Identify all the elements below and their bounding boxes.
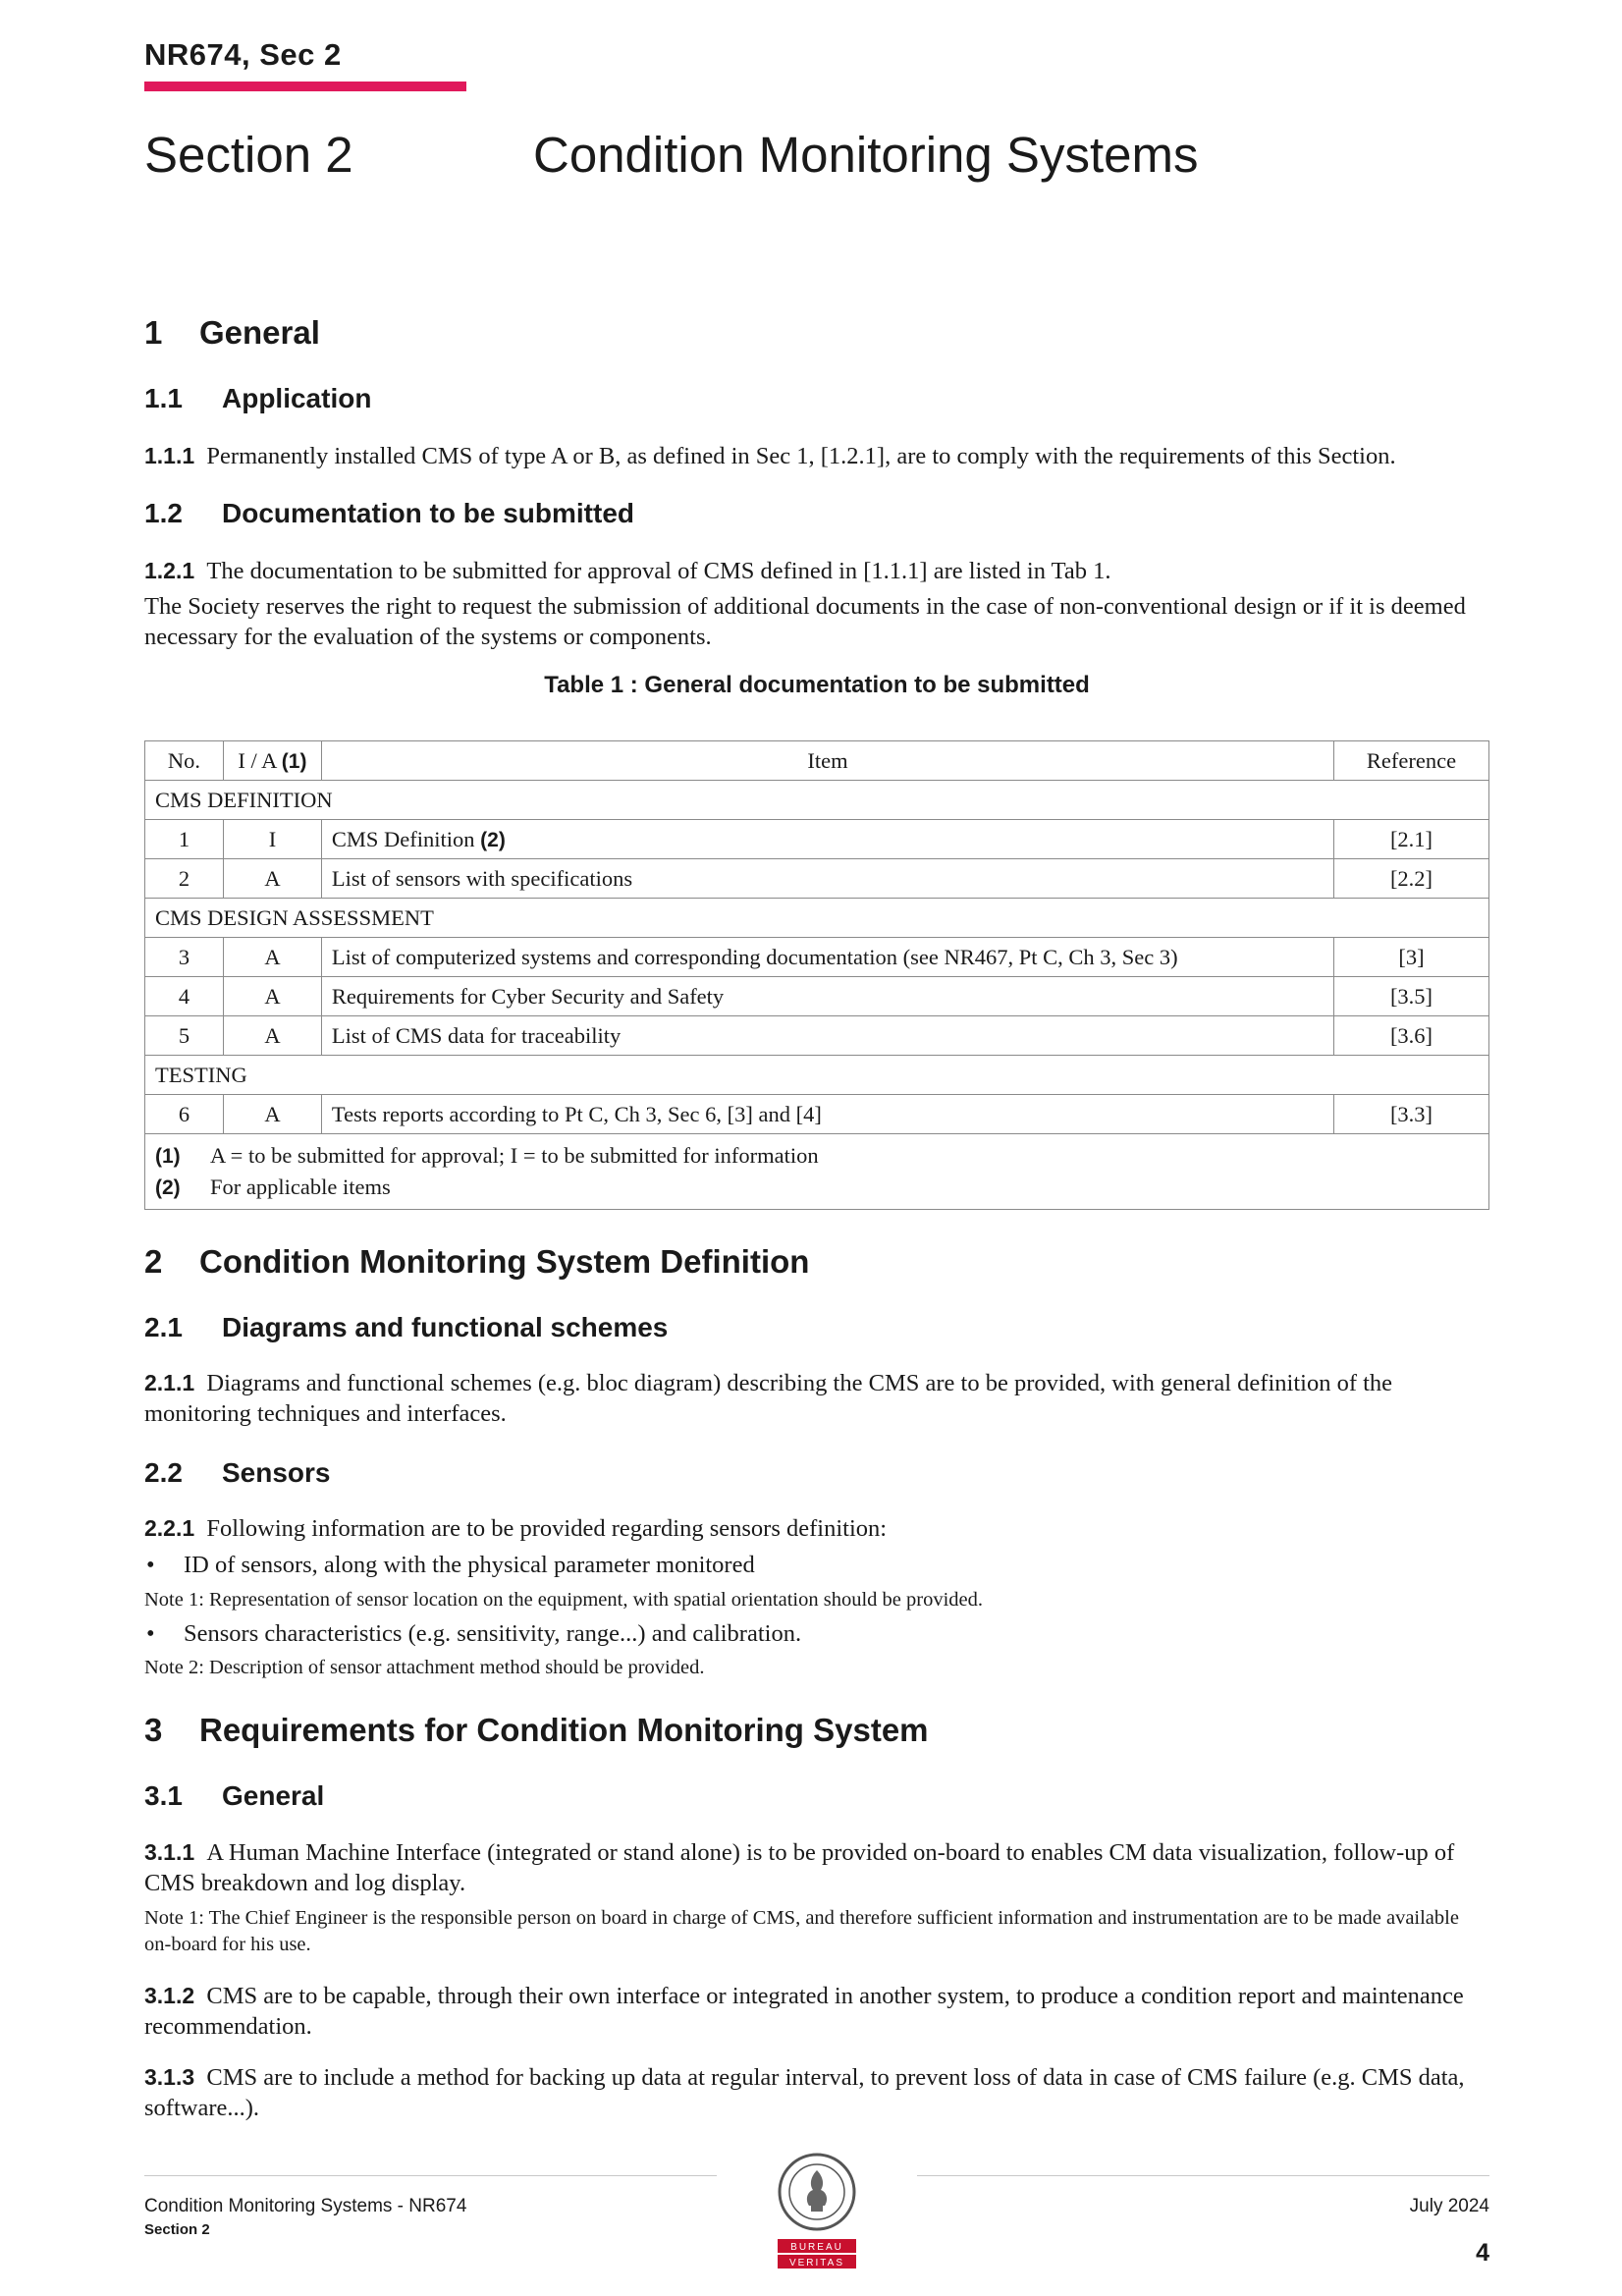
note: Note 1: The Chief Engineer is the responsible person on board in charge of CMS, and therefore sufficient information and instrumentation are to be made available on-board for his use. bbox=[144, 1907, 1459, 1955]
cell-ia: A bbox=[223, 859, 321, 899]
cell-reference: [3.3] bbox=[1334, 1095, 1489, 1134]
cell-item: List of computerized systems and corresponding documentation (see NR467, Pt C, Ch 3, Sec 3) bbox=[321, 938, 1333, 977]
cell-reference: [2.1] bbox=[1334, 820, 1489, 859]
paragraph-number: 1.2.1 bbox=[144, 558, 195, 583]
header-ia-footnote-ref: (1) bbox=[281, 749, 307, 773]
bullet-icon: • bbox=[146, 1552, 155, 1578]
header-ia bbox=[223, 741, 321, 781]
paragraph-number: 3.1.2 bbox=[144, 1983, 195, 2008]
heading-1-2 bbox=[144, 498, 634, 529]
paragraph-text: A Human Machine Interface (integrated or stand alone) is to be provided on-board to enables CM data visualization, follow-up of CMS breakdown and log display. bbox=[144, 1839, 1455, 1896]
table-caption: Table 1 : General documentation to be submitted bbox=[544, 672, 1090, 698]
table-row bbox=[145, 820, 1489, 859]
section-title: Condition Monitoring Systems bbox=[533, 127, 1199, 183]
header-accent-bar bbox=[144, 82, 466, 91]
header-ia-label: I / A bbox=[238, 747, 277, 773]
heading-title: Application bbox=[222, 383, 372, 413]
table-footnotes bbox=[145, 1134, 1489, 1210]
paragraph-3-1-2 bbox=[144, 1981, 1489, 2042]
footer-section: Section 2 bbox=[144, 2221, 210, 2238]
paragraph-text: CMS are to be capable, through their own interface or integrated in another system, to produce a condition report and maintenance recommendation. bbox=[144, 1983, 1464, 2040]
footer-divider bbox=[144, 2175, 717, 2176]
paragraph-1-2-1-continued: The Society reserves the right to request the submission of additional documents in the case of non-conventional design or if it is deemed necessary for the evaluation of the systems or components. bbox=[144, 593, 1466, 650]
cell-ia: A bbox=[223, 1095, 321, 1134]
cell-reference: [2.2] bbox=[1334, 859, 1489, 899]
cell-no: 4 bbox=[145, 977, 224, 1016]
footer-date: July 2024 bbox=[1409, 2196, 1489, 2216]
paragraph-1-1-1 bbox=[144, 441, 1489, 471]
paragraph-3-1-1 bbox=[144, 1837, 1489, 1898]
heading-1 bbox=[144, 314, 320, 352]
cell-reference: [3.5] bbox=[1334, 977, 1489, 1016]
documentation-table bbox=[144, 740, 1489, 1210]
heading-number: 1.2 bbox=[144, 498, 183, 528]
header-reference: Reference bbox=[1334, 741, 1489, 781]
footer-title: Condition Monitoring Systems - NR674 bbox=[144, 2196, 467, 2216]
group-label: CMS DESIGN ASSESSMENT bbox=[145, 899, 1489, 938]
cell-item: Tests reports according to Pt C, Ch 3, Sec 6, [3] and [4] bbox=[321, 1095, 1333, 1134]
paragraph-number: 3.1.1 bbox=[144, 1839, 195, 1865]
table-header-row bbox=[145, 741, 1489, 781]
heading-2-2 bbox=[144, 1457, 331, 1489]
table-row bbox=[145, 977, 1489, 1016]
paragraph-number: 2.2.1 bbox=[144, 1515, 195, 1541]
table-group-row bbox=[145, 1056, 1489, 1095]
cell-item bbox=[321, 820, 1333, 859]
cell-item-text: CMS Definition bbox=[331, 826, 475, 851]
bullet-icon: • bbox=[146, 1620, 155, 1647]
heading-2-1 bbox=[144, 1312, 668, 1343]
cell-item-footnote-ref: (2) bbox=[480, 828, 506, 851]
footnote-key: (2) bbox=[155, 1176, 181, 1199]
document-code: NR674, Sec 2 bbox=[144, 37, 342, 72]
logo-text-top: BUREAU bbox=[790, 2242, 843, 2253]
header-item: Item bbox=[321, 741, 1333, 781]
bullet-item bbox=[146, 1550, 755, 1580]
footnote-text: A = to be submitted for approval; I = to be submitted for information bbox=[210, 1143, 819, 1168]
footer-divider bbox=[917, 2175, 1489, 2176]
cell-item: Requirements for Cyber Security and Safety bbox=[321, 977, 1333, 1016]
table-row bbox=[145, 859, 1489, 899]
bureau-veritas-logo-icon bbox=[768, 2147, 866, 2274]
heading-title: General bbox=[199, 314, 320, 351]
cell-item: List of sensors with specifications bbox=[321, 859, 1333, 899]
heading-number: 2.1 bbox=[144, 1312, 183, 1342]
paragraph-text: Following information are to be provided regarding sensors definition: bbox=[206, 1515, 888, 1542]
section-number: Section 2 bbox=[144, 127, 353, 183]
heading-title: General bbox=[222, 1780, 325, 1811]
heading-1-1 bbox=[144, 383, 371, 414]
footnote-text: For applicable items bbox=[210, 1175, 391, 1199]
heading-number: 1 bbox=[144, 314, 163, 351]
cell-no: 3 bbox=[145, 938, 224, 977]
heading-3-1 bbox=[144, 1780, 324, 1812]
cell-ia: A bbox=[223, 938, 321, 977]
table-group-row bbox=[145, 781, 1489, 820]
paragraph-number: 2.1.1 bbox=[144, 1370, 195, 1395]
paragraph-number: 1.1.1 bbox=[144, 443, 195, 468]
heading-title: Requirements for Condition Monitoring System bbox=[199, 1712, 929, 1748]
page-number: 4 bbox=[1476, 2239, 1489, 2267]
paragraph-1-2-1 bbox=[144, 556, 1489, 586]
cell-reference: [3.6] bbox=[1334, 1016, 1489, 1056]
paragraph-2-2-1 bbox=[144, 1513, 1489, 1544]
paragraph-2-1-1 bbox=[144, 1368, 1489, 1429]
paragraph-text: Permanently installed CMS of type A or B, as defined in Sec 1, [1.2.1], are to comply with the requirements of this Section. bbox=[206, 443, 1396, 469]
bullet-text: Sensors characteristics (e.g. sensitivity, range...) and calibration. bbox=[184, 1620, 802, 1647]
paragraph-3-1-3 bbox=[144, 2062, 1489, 2123]
cell-ia: A bbox=[223, 977, 321, 1016]
cell-ia: I bbox=[223, 820, 321, 859]
heading-number: 3 bbox=[144, 1712, 163, 1748]
heading-title: Sensors bbox=[222, 1457, 331, 1488]
heading-title: Condition Monitoring System Definition bbox=[199, 1243, 810, 1280]
cell-no: 6 bbox=[145, 1095, 224, 1134]
paragraph-number: 3.1.3 bbox=[144, 2064, 195, 2090]
logo-text-bottom: VERITAS bbox=[788, 2258, 845, 2269]
note: Note 1: Representation of sensor location on the equipment, with spatial orientation should be provided. bbox=[144, 1589, 983, 1611]
footnote bbox=[155, 1172, 1479, 1203]
bullet-item bbox=[146, 1618, 801, 1649]
table-row bbox=[145, 1095, 1489, 1134]
table-footnotes-row bbox=[145, 1134, 1489, 1210]
table-row bbox=[145, 1016, 1489, 1056]
heading-2 bbox=[144, 1243, 809, 1281]
heading-title: Documentation to be submitted bbox=[222, 498, 634, 528]
heading-number: 2 bbox=[144, 1243, 163, 1280]
footnote bbox=[155, 1140, 1479, 1172]
heading-3 bbox=[144, 1712, 929, 1749]
table-group-row bbox=[145, 899, 1489, 938]
cell-item: List of CMS data for traceability bbox=[321, 1016, 1333, 1056]
header-no: No. bbox=[145, 741, 224, 781]
cell-reference: [3] bbox=[1334, 938, 1489, 977]
note: Note 2: Description of sensor attachment method should be provided. bbox=[144, 1657, 705, 1678]
paragraph-text: CMS are to include a method for backing up data at regular interval, to prevent loss of data in case of CMS failure (e.g. CMS data, software...). bbox=[144, 2064, 1465, 2121]
footnote-key: (1) bbox=[155, 1145, 181, 1168]
heading-number: 2.2 bbox=[144, 1457, 183, 1488]
cell-no: 2 bbox=[145, 859, 224, 899]
heading-title: Diagrams and functional schemes bbox=[222, 1312, 669, 1342]
cell-ia: A bbox=[223, 1016, 321, 1056]
paragraph-text: The documentation to be submitted for approval of CMS defined in [1.1.1] are listed in Tab 1. bbox=[206, 558, 1111, 584]
heading-number: 3.1 bbox=[144, 1780, 183, 1811]
bullet-text: ID of sensors, along with the physical parameter monitored bbox=[184, 1552, 755, 1578]
paragraph-text: Diagrams and functional schemes (e.g. bloc diagram) describing the CMS are to be provided, with general definition of the monitoring techniques and interfaces. bbox=[144, 1370, 1393, 1427]
heading-number: 1.1 bbox=[144, 383, 183, 413]
cell-no: 5 bbox=[145, 1016, 224, 1056]
table-row bbox=[145, 938, 1489, 977]
group-label: CMS DEFINITION bbox=[145, 781, 1489, 820]
cell-no: 1 bbox=[145, 820, 224, 859]
group-label: TESTING bbox=[145, 1056, 1489, 1095]
